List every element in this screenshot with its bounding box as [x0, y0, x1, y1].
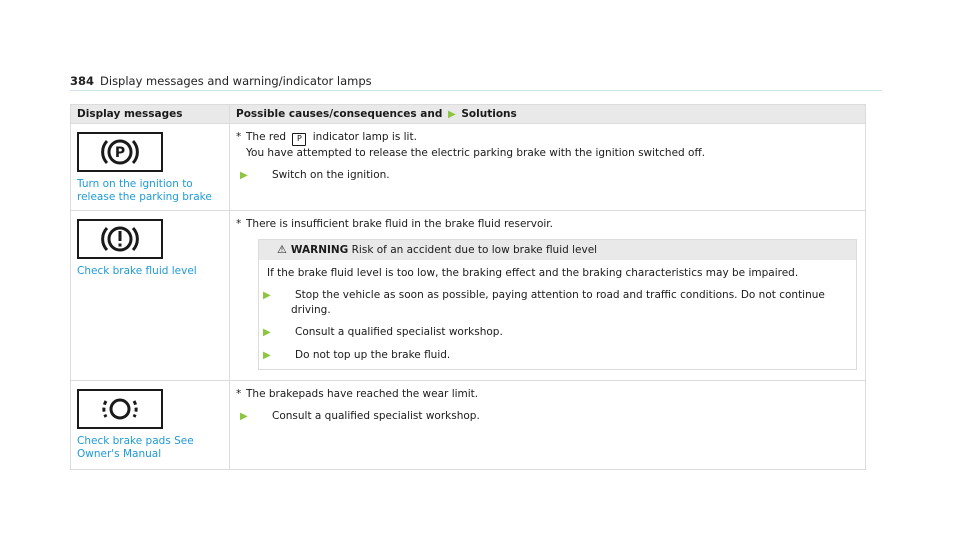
warning-heading: Risk of an accident due to low brake fluid level [351, 244, 598, 256]
brake-fluid-warning-icon [77, 219, 163, 259]
cause-line [236, 130, 857, 146]
warning-triangle-icon: ⚠ [277, 243, 287, 256]
brake-pad-wear-icon [77, 389, 163, 429]
warning-box [258, 239, 857, 370]
step-text: Stop the vehicle as soon as possible, paying attention to road and traffic conditions. Do not continue driving. [291, 289, 825, 316]
step-text: Consult a qualified specialist workshop. [295, 326, 503, 338]
cause-text: The brakepads have reached the wear limit. [246, 388, 479, 400]
svg-text:P: P [114, 145, 126, 161]
warning-body [259, 260, 856, 369]
warning-text: If the brake fluid level is too low, the braking effect and the braking characteristics may be impaired. [267, 267, 799, 279]
table-row [71, 124, 866, 211]
solution-step [263, 325, 848, 340]
causes-cell [230, 124, 866, 211]
table-header-row [71, 105, 866, 124]
parking-brake-p-icon [77, 132, 163, 172]
arrow-right-icon: ▶ [448, 109, 456, 120]
bullet-star: * [236, 388, 242, 400]
page-title: Display messages and warning/indicator lamps [100, 74, 372, 88]
bullet-star: * [236, 131, 242, 143]
display-message-cell [71, 381, 230, 470]
column-header-solutions-label: Solutions [461, 108, 517, 120]
message-text: Check brake pads See Owner's Manual [77, 435, 194, 460]
display-message-cell [71, 211, 230, 381]
solution-step [236, 409, 857, 424]
arrow-right-icon: ▶ [263, 350, 271, 361]
column-header-display-messages: Display messages [71, 105, 230, 124]
column-header-causes [230, 105, 866, 124]
solution-step [236, 168, 857, 183]
warning-header [259, 240, 856, 260]
cause-prefix: The red [246, 131, 287, 143]
bullet-star: * [236, 218, 242, 230]
causes-cell [230, 211, 866, 381]
solution-step [263, 348, 848, 363]
solution-step [263, 288, 848, 317]
causes-cell [230, 381, 866, 470]
parking-brake-indicator-icon: P [292, 133, 306, 146]
display-message-cell [71, 124, 230, 211]
message-text: Turn on the ignition to release the parking brake [77, 178, 212, 203]
arrow-right-icon: ▶ [240, 411, 248, 422]
cause-line [236, 217, 857, 231]
display-messages-table [70, 104, 866, 470]
cause-detail: You have attempted to release the electric parking brake with the ignition switched off. [246, 146, 706, 159]
step-text: Do not top up the brake fluid. [295, 349, 451, 361]
cause-suffix: indicator lamp is lit. [312, 131, 417, 143]
arrow-right-icon: ▶ [240, 169, 248, 181]
table-row [71, 211, 866, 381]
message-text: Check brake fluid level [77, 265, 197, 277]
page-header [70, 74, 372, 88]
step-text: Switch on the ignition. [272, 168, 390, 181]
arrow-right-icon: ▶ [263, 290, 271, 301]
step-text: Consult a qualified specialist workshop. [272, 410, 480, 422]
cause-line [236, 387, 857, 401]
page-number: 384 [70, 74, 95, 88]
table-row [71, 381, 866, 470]
column-header-causes-label: Possible causes/consequences and [236, 108, 443, 120]
cause-text: There is insufficient brake fluid in the brake fluid reservoir. [246, 218, 553, 230]
warning-label: WARNING [290, 244, 349, 256]
header-divider [70, 90, 882, 91]
arrow-right-icon: ▶ [263, 327, 271, 338]
